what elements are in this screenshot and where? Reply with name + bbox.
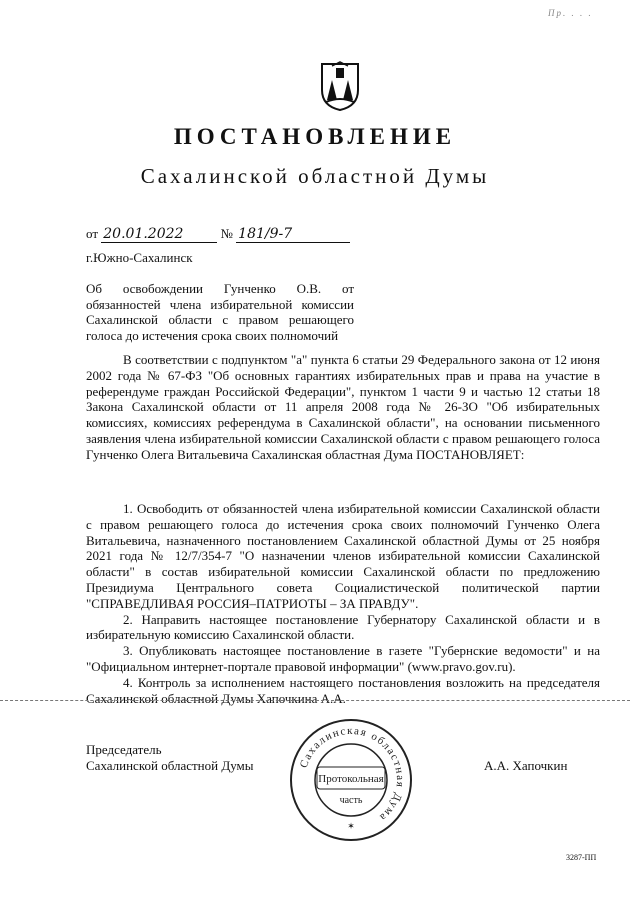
stamp-center-line1: Протокольная [318, 773, 384, 785]
stamp-center-line2: часть [339, 795, 363, 806]
document-title: ПОСТАНОВЛЕНИЕ [173, 124, 457, 149]
chairman-title [86, 742, 254, 774]
stamp-code: 3287-ПП [566, 853, 597, 862]
preamble-paragraph: В соответствии с подпунктом "а" пункта 6 статьи 29 Федерального закона от 12 июня 2002 года № 67-ФЗ "Об основных гарантиях избирательных прав и права на участие в референдуме граждан Российской Федерации", пунктом 1 части 9 и частью 12 статьи 18 Закона Сахалинской области от 11 апреля 2008 года № 26-ЗО "Об избирательных комиссиях, комиссиях референдума в Сахалинской области", на основании письменного заявления члена избирательной комиссии Сахалинской области с правом решающего голоса Гунченко Олега Витальевича Сахалинская областная Дума ПОСТАНОВЛЯЕТ: [86, 352, 600, 462]
stamp-star-icon: ✶ [347, 821, 355, 831]
scan-divider-line [0, 700, 630, 701]
chairman-title-line2: Сахалинской областной Думы [86, 758, 254, 773]
number-prefix: № [220, 226, 233, 241]
document-subtitle: Сахалинской областной Думы [140, 164, 490, 188]
date-number-line [86, 226, 350, 243]
city-line: г.Южно-Сахалинск [86, 250, 193, 265]
subject-block: Об освобождении Гунченко О.В. от обязанностей члена избирательной комиссии Сахалинской области с правом решающего голоса до истечения срока своих полномочий [86, 281, 354, 343]
official-stamp [288, 717, 414, 843]
coat-of-arms-emblem [318, 60, 362, 112]
chairman-title-line1: Председатель [86, 742, 162, 757]
resolution-item: 2. Направить настоящее постановление Губернатору Сахалинской области и в избирательную комиссию Сахалинской области. [86, 611, 600, 643]
corner-handwritten-mark: Пр. . . . [548, 8, 593, 18]
date-prefix: от [86, 226, 99, 241]
resolution-items [86, 501, 600, 706]
resolution-item: 1. Освободить от обязанностей члена избирательной комиссии Сахалинской области с правом решающего голоса до истечения срока своих полномочий Гунченко Олега Витальевича, назначенного постановлением Сахалинской областной Думы от 25 ноября 2021 года № 12/7/354-7 "О назначении членов избирательной комиссии Сахалинской области" в состав избирательной комиссии Сахалинской области по предложению Президиума Центрального совета Социалистической политической партии "СПРАВЕДЛИВАЯ РОССИЯ–ПАТРИОТЫ – ЗА ПРАВДУ". [86, 501, 600, 611]
signer-name: А.А. Хапочкин [484, 758, 568, 773]
handwritten-date: 20.01.2022 [101, 226, 217, 243]
resolution-item: 3. Опубликовать настоящее постановление в газете "Губернские ведомости" и на "Официальном интернет-портале правовой информации" (www.pravo.gov.ru). [86, 643, 600, 674]
handwritten-number: 181/9-7 [236, 226, 350, 243]
resolution-item: 4. Контроль за исполнением настоящего постановления возложить на председателя Сахалинской областной Думы Хапочкина А.А. [86, 674, 600, 706]
stamp-ring-text: Сахалинская областная Дума [297, 724, 407, 825]
